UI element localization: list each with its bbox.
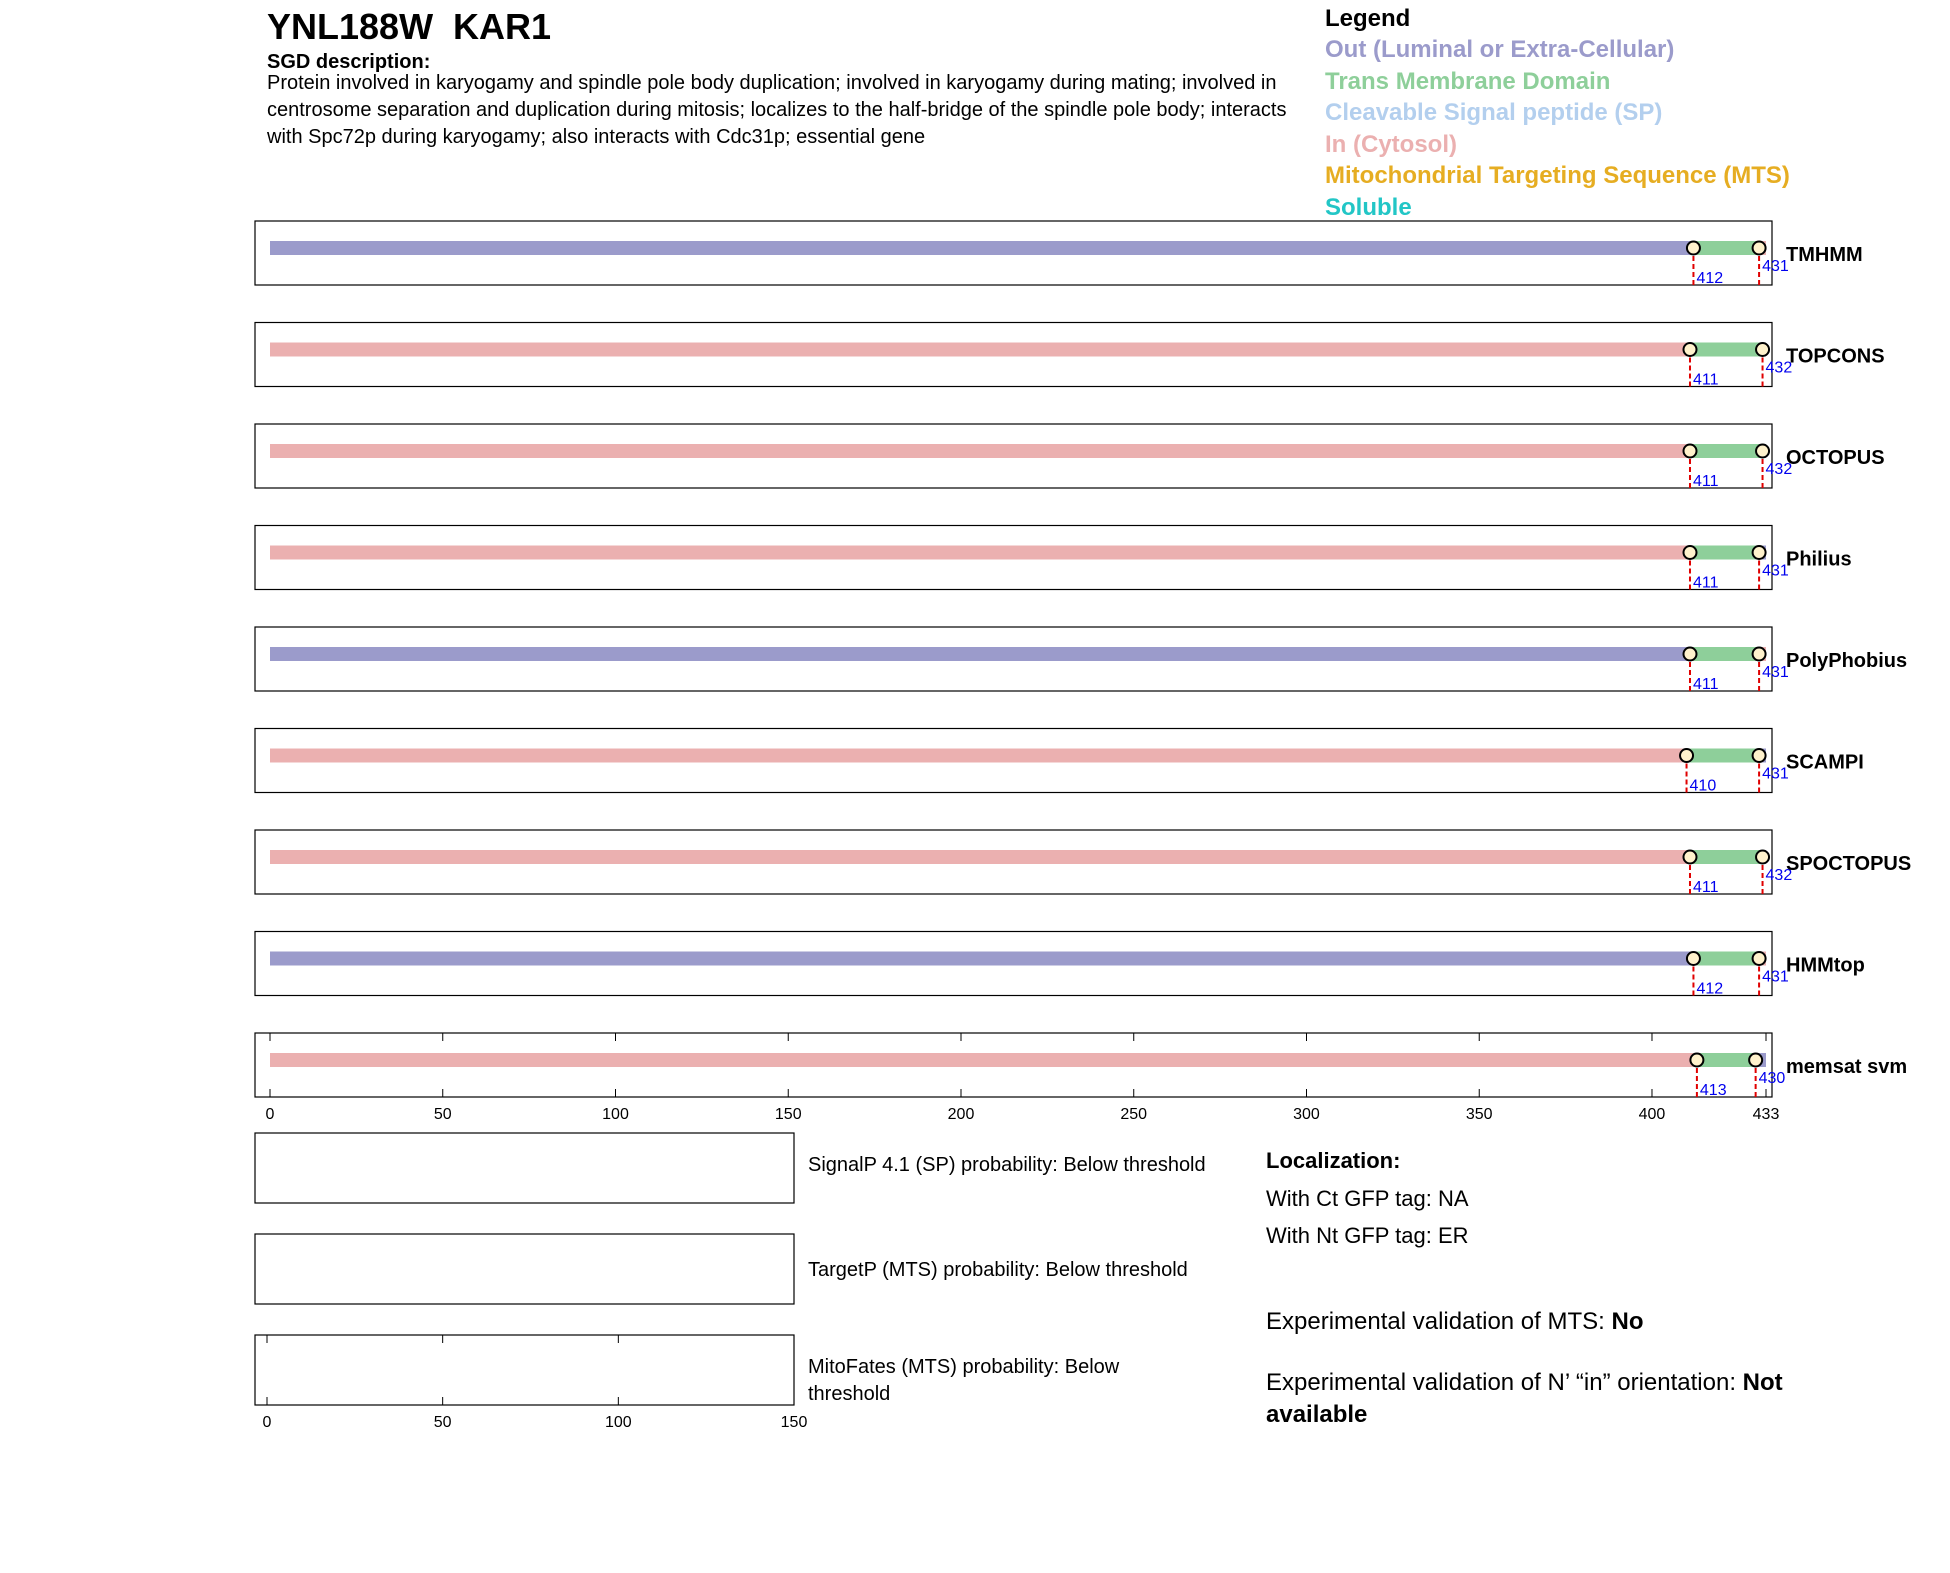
legend-item-sp: Cleavable Signal peptide (SP) (1325, 99, 1663, 126)
axis-tick-label: 0 (265, 1106, 275, 1123)
prob-axis-tick-label: 50 (433, 1414, 452, 1431)
boundary-label-start: 413 (1699, 1082, 1727, 1099)
boundary-marker-end (1753, 242, 1766, 255)
axis-tick-label: 200 (947, 1106, 975, 1123)
boundary-label-end: 431 (1762, 968, 1789, 986)
boundary-marker-end (1753, 952, 1766, 965)
n-orientation-value: Not available (1266, 1369, 1783, 1428)
boundary-label-start: 412 (1696, 270, 1724, 287)
localization-nt-gfp: With Nt GFP tag: ER (1266, 1223, 1469, 1248)
legend-item-mts: Mitochondrial Targeting Sequence (MTS) (1325, 162, 1790, 189)
boundary-marker-start (1687, 952, 1700, 965)
localization-ct-gfp: With Ct GFP tag: NA (1266, 1186, 1469, 1211)
mitofates-box (255, 1335, 794, 1405)
segment-n-terminal (270, 749, 1687, 763)
segment-transmembrane (1690, 444, 1763, 458)
segment-transmembrane (1693, 241, 1759, 255)
signalp-box (255, 1133, 794, 1203)
boundary-marker-end (1756, 851, 1769, 864)
boundary-marker-end (1756, 343, 1769, 356)
boundary-label-start: 410 (1689, 777, 1717, 795)
legend-item-in: In (Cytosol) (1325, 130, 1457, 158)
segment-transmembrane (1693, 952, 1759, 966)
boundary-label-end: 431 (1762, 765, 1789, 783)
signalp-probability: SignalP 4.1 (SP) probability: Below threshold (808, 1154, 1206, 1176)
boundary-marker-start (1683, 648, 1696, 661)
prob-axis-tick-label: 100 (604, 1414, 632, 1431)
axis-tick-label: 300 (1293, 1106, 1320, 1123)
sgd-description-text: Protein involved in karyogamy and spindle pole body duplication; involved in karyogamy during mating; involved in centrosome separation and duplication during mitosis; localizes to the half-bridge of the spindle pole body; interacts with Spc72p during karyogamy; also interacts with Cdc31p; essential gene (267, 72, 1287, 148)
mts-validation-label: Experimental validation of MTS: (1266, 1308, 1612, 1335)
predictor-name: TMHMM (1786, 244, 1863, 266)
segment-n-terminal (270, 241, 1693, 255)
axis-tick-label: 433 (1752, 1106, 1780, 1123)
boundary-label-start: 411 (1692, 676, 1719, 693)
boundary-marker-end (1749, 1054, 1762, 1067)
localization-title: Localization: (1266, 1148, 1401, 1173)
boundary-label-end: 431 (1762, 562, 1789, 580)
boundary-label-start: 411 (1692, 879, 1719, 896)
boundary-label-end: 431 (1762, 258, 1789, 275)
boundary-label-end: 431 (1762, 664, 1789, 681)
sgd-description-label: SGD description: (267, 51, 431, 73)
mts-validation (1266, 1308, 1643, 1336)
predictor-name: HMMtop (1786, 954, 1865, 977)
axis-tick-label: 150 (774, 1106, 802, 1123)
axis-tick-label: 50 (433, 1106, 452, 1123)
n-orientation-validation (1266, 1367, 1866, 1431)
axis-tick-label: 350 (1465, 1106, 1493, 1123)
predictor-name: SPOCTOPUS (1786, 853, 1912, 875)
n-orientation-label: Experimental validation of N’ “in” orientation: (1266, 1369, 1743, 1396)
targetp-box (255, 1234, 794, 1304)
boundary-label-start: 412 (1696, 980, 1724, 998)
boundary-label-start: 411 (1692, 371, 1719, 389)
legend-item-tm: Trans Membrane Domain (1325, 67, 1611, 95)
boundary-marker-end (1753, 546, 1766, 559)
axis-tick-label: 100 (602, 1106, 629, 1123)
predictor-name: PolyPhobius (1786, 650, 1908, 672)
mitofates-probability: MitoFates (MTS) probability: Below threshold (808, 1356, 1120, 1405)
segment-n-terminal (270, 546, 1690, 560)
segment-transmembrane (1687, 749, 1760, 763)
legend-item-soluble: Soluble (1325, 193, 1412, 221)
segment-n-terminal (270, 343, 1690, 357)
predictor-name: TOPCONS (1786, 345, 1885, 368)
boundary-marker-start (1683, 851, 1696, 864)
predictor-name: memsat svm (1786, 1056, 1908, 1078)
boundary-label-end: 432 (1765, 359, 1793, 377)
segment-transmembrane (1697, 1053, 1756, 1067)
prob-axis-tick-label: 150 (780, 1414, 808, 1431)
segment-n-terminal (270, 444, 1690, 458)
predictor-name: OCTOPUS (1786, 447, 1885, 469)
segment-transmembrane (1690, 343, 1763, 357)
axis-tick-label: 400 (1638, 1106, 1666, 1123)
boundary-label-end: 432 (1765, 461, 1793, 478)
axis-tick-label: 250 (1120, 1106, 1148, 1123)
targetp-probability: TargetP (MTS) probability: Below threshold (808, 1259, 1188, 1281)
boundary-label-start: 411 (1692, 473, 1719, 490)
segment-transmembrane (1690, 546, 1759, 560)
segment-transmembrane (1690, 850, 1763, 864)
legend-item-out: Out (Luminal or Extra-Cellular) (1325, 36, 1675, 63)
predictor-name: Philius (1786, 548, 1852, 571)
boundary-label-start: 411 (1692, 574, 1719, 592)
segment-n-terminal (270, 952, 1693, 966)
legend-title: Legend (1325, 5, 1411, 32)
segment-n-terminal (270, 850, 1690, 864)
predictor-name: SCAMPI (1786, 751, 1864, 774)
segment-transmembrane (1690, 647, 1759, 661)
boundary-marker-end (1753, 749, 1766, 762)
segment-n-terminal (270, 1053, 1697, 1067)
boundary-marker-start (1683, 445, 1696, 458)
boundary-marker-end (1753, 648, 1766, 661)
boundary-marker-start (1683, 343, 1696, 356)
gene-title: YNL188W KAR1 (267, 6, 552, 47)
boundary-marker-end (1756, 445, 1769, 458)
segment-n-terminal (270, 647, 1690, 661)
boundary-marker-start (1680, 749, 1693, 762)
boundary-label-end: 432 (1765, 867, 1793, 884)
prob-axis-tick-label: 0 (262, 1414, 272, 1431)
boundary-label-end: 430 (1758, 1070, 1786, 1087)
boundary-marker-start (1683, 546, 1696, 559)
mts-validation-value: No (1611, 1308, 1644, 1335)
boundary-marker-start (1687, 242, 1700, 255)
boundary-marker-start (1690, 1054, 1703, 1067)
